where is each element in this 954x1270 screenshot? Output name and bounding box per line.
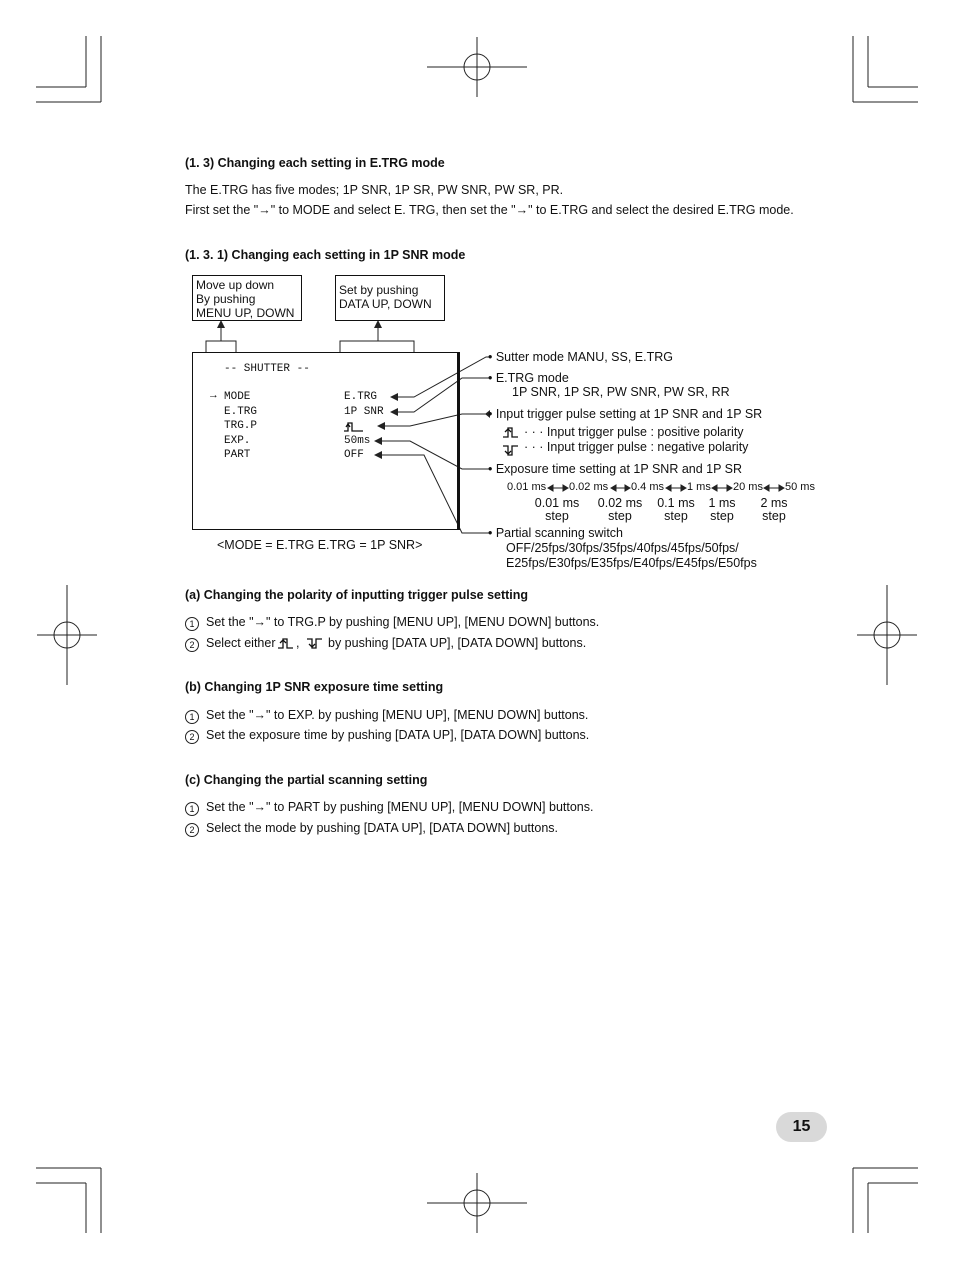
note-partial: • Partial scanning switch bbox=[488, 526, 623, 540]
sub-c-step-1 bbox=[185, 800, 593, 816]
sub-a-step-1 bbox=[185, 615, 599, 631]
box-right-line-1: Set by pushing bbox=[339, 283, 419, 297]
step-4-unit: step bbox=[710, 509, 734, 523]
comma-separator: , bbox=[296, 636, 300, 650]
circled-number-1: 1 bbox=[185, 802, 199, 816]
box-left-line-1: Move up down bbox=[196, 278, 275, 292]
screen-value-mode: E.TRG bbox=[344, 391, 378, 403]
sub-c-heading: (c) Changing the partial scanning setting bbox=[185, 773, 428, 787]
menu-updown-box bbox=[192, 275, 302, 321]
note-sutter-mode: • Sutter mode MANU, SS, E.TRG bbox=[488, 350, 673, 364]
sub-b-step-2 bbox=[185, 728, 589, 744]
screen-title: -- SHUTTER -- bbox=[224, 363, 310, 375]
sub-a-step-2-pre: Select either bbox=[206, 636, 276, 650]
circled-number-1: 1 bbox=[185, 617, 199, 631]
step-1-unit: step bbox=[545, 509, 569, 523]
step-1 bbox=[527, 497, 587, 523]
sub-c-step-1-text: Set the "→" to PART by pushing [MENU UP], [MENU DOWN] buttons. bbox=[206, 800, 594, 814]
screen-label-trgp: TRG.P bbox=[224, 420, 258, 432]
screen-value-etrg: 1P SNR bbox=[344, 406, 384, 418]
note-partial-line-2: E25fps/E30fps/E35fps/E40fps/E45fps/E50fps bbox=[506, 556, 757, 570]
note-partial-line-1: OFF/25fps/30fps/35fps/40fps/45fps/50fps/ bbox=[506, 541, 739, 555]
screen-label-etrg: E.TRG bbox=[224, 406, 258, 418]
sub-b-step-1-text: Set the "→" to EXP. by pushing [MENU UP], [MENU DOWN] buttons. bbox=[206, 708, 589, 722]
intro-line-2: First set the "→" to MODE and select E. TRG, then set the "→" to E.TRG and select the desired E.TRG mode. bbox=[185, 203, 794, 217]
screen-label-mode: MODE bbox=[224, 391, 251, 403]
box-right-line-2: DATA UP, DOWN bbox=[339, 297, 432, 311]
step-5-unit: step bbox=[762, 509, 786, 523]
note-negative-polarity: · · · Input trigger pulse : negative polarity bbox=[524, 440, 749, 454]
note-input-trigger: • Input trigger pulse setting at 1P SNR and 1P SR bbox=[488, 407, 763, 421]
exp-value-3: 0.4 ms bbox=[631, 481, 665, 493]
data-updown-box bbox=[335, 275, 445, 321]
step-2-value: 0.02 ms bbox=[597, 496, 643, 510]
screen-caption: <MODE = E.TRG E.TRG = 1P SNR> bbox=[217, 538, 423, 552]
sub-a-step-2-post: by pushing [DATA UP], [DATA DOWN] buttons. bbox=[328, 636, 587, 650]
exp-value-6: 50 ms bbox=[785, 481, 815, 493]
screen-value-exp: 50ms bbox=[344, 435, 371, 447]
screen-value-part: OFF bbox=[344, 449, 364, 461]
step-2-unit: step bbox=[608, 509, 632, 523]
intro-line-1: The E.TRG has five modes; 1P SNR, 1P SR, PW SNR, PW SR, PR. bbox=[185, 183, 564, 197]
subsection-heading: (1. 3. 1) Changing each setting in 1P SNR mode bbox=[185, 248, 466, 262]
box-left-line-3: MENU UP, DOWN bbox=[196, 306, 295, 320]
screen-label-exp: EXP. bbox=[224, 435, 251, 447]
sub-c-step-2-text: Select the mode by pushing [DATA UP], [DATA DOWN] buttons. bbox=[206, 821, 558, 835]
exp-value-4: 1 ms bbox=[687, 481, 711, 493]
circled-number-2: 2 bbox=[185, 823, 199, 837]
step-2 bbox=[590, 497, 650, 523]
step-3-value: 0.1 ms bbox=[657, 496, 695, 510]
note-positive-polarity: · · · Input trigger pulse : positive polarity bbox=[524, 425, 744, 439]
note-etrg-mode: • E.TRG mode bbox=[488, 371, 569, 385]
box-left-line-2: By pushing bbox=[196, 292, 256, 306]
sub-a-heading: (a) Changing the polarity of inputting trigger pulse setting bbox=[185, 588, 529, 602]
step-5-value: 2 ms bbox=[760, 496, 788, 510]
sub-c-step-2 bbox=[185, 821, 558, 837]
sub-b-heading: (b) Changing 1P SNR exposure time setting bbox=[185, 680, 444, 694]
step-3 bbox=[651, 497, 701, 523]
sub-b-step-1 bbox=[185, 708, 588, 724]
circled-number-2: 2 bbox=[185, 730, 199, 744]
step-5 bbox=[752, 497, 796, 523]
screen-label-part: PART bbox=[224, 449, 251, 461]
exp-value-1: 0.01 ms bbox=[507, 481, 547, 493]
circled-number-1: 1 bbox=[185, 710, 199, 724]
page-number: 15 bbox=[792, 1118, 811, 1135]
section-heading: (1. 3) Changing each setting in E.TRG mode bbox=[185, 156, 445, 170]
note-exposure: • Exposure time setting at 1P SNR and 1P SR bbox=[488, 462, 743, 476]
step-1-value: 0.01 ms bbox=[534, 496, 580, 510]
step-3-unit: step bbox=[664, 509, 688, 523]
sub-a-step-1-text: Set the "→" to TRG.P by pushing [MENU UP], [MENU DOWN] buttons. bbox=[206, 615, 600, 629]
cursor-arrow-icon: → bbox=[210, 390, 217, 402]
sub-b-step-2-text: Set the exposure time by pushing [DATA UP], [DATA DOWN] buttons. bbox=[206, 728, 590, 742]
step-4 bbox=[702, 497, 742, 523]
exp-value-2: 0.02 ms bbox=[569, 481, 609, 493]
note-etrg-mode-values: 1P SNR, 1P SR, PW SNR, PW SR, RR bbox=[512, 385, 730, 399]
circled-number-2: 2 bbox=[185, 638, 199, 652]
exp-value-5: 20 ms bbox=[733, 481, 763, 493]
sub-a-step-2 bbox=[185, 636, 275, 652]
step-4-value: 1 ms bbox=[708, 496, 736, 510]
